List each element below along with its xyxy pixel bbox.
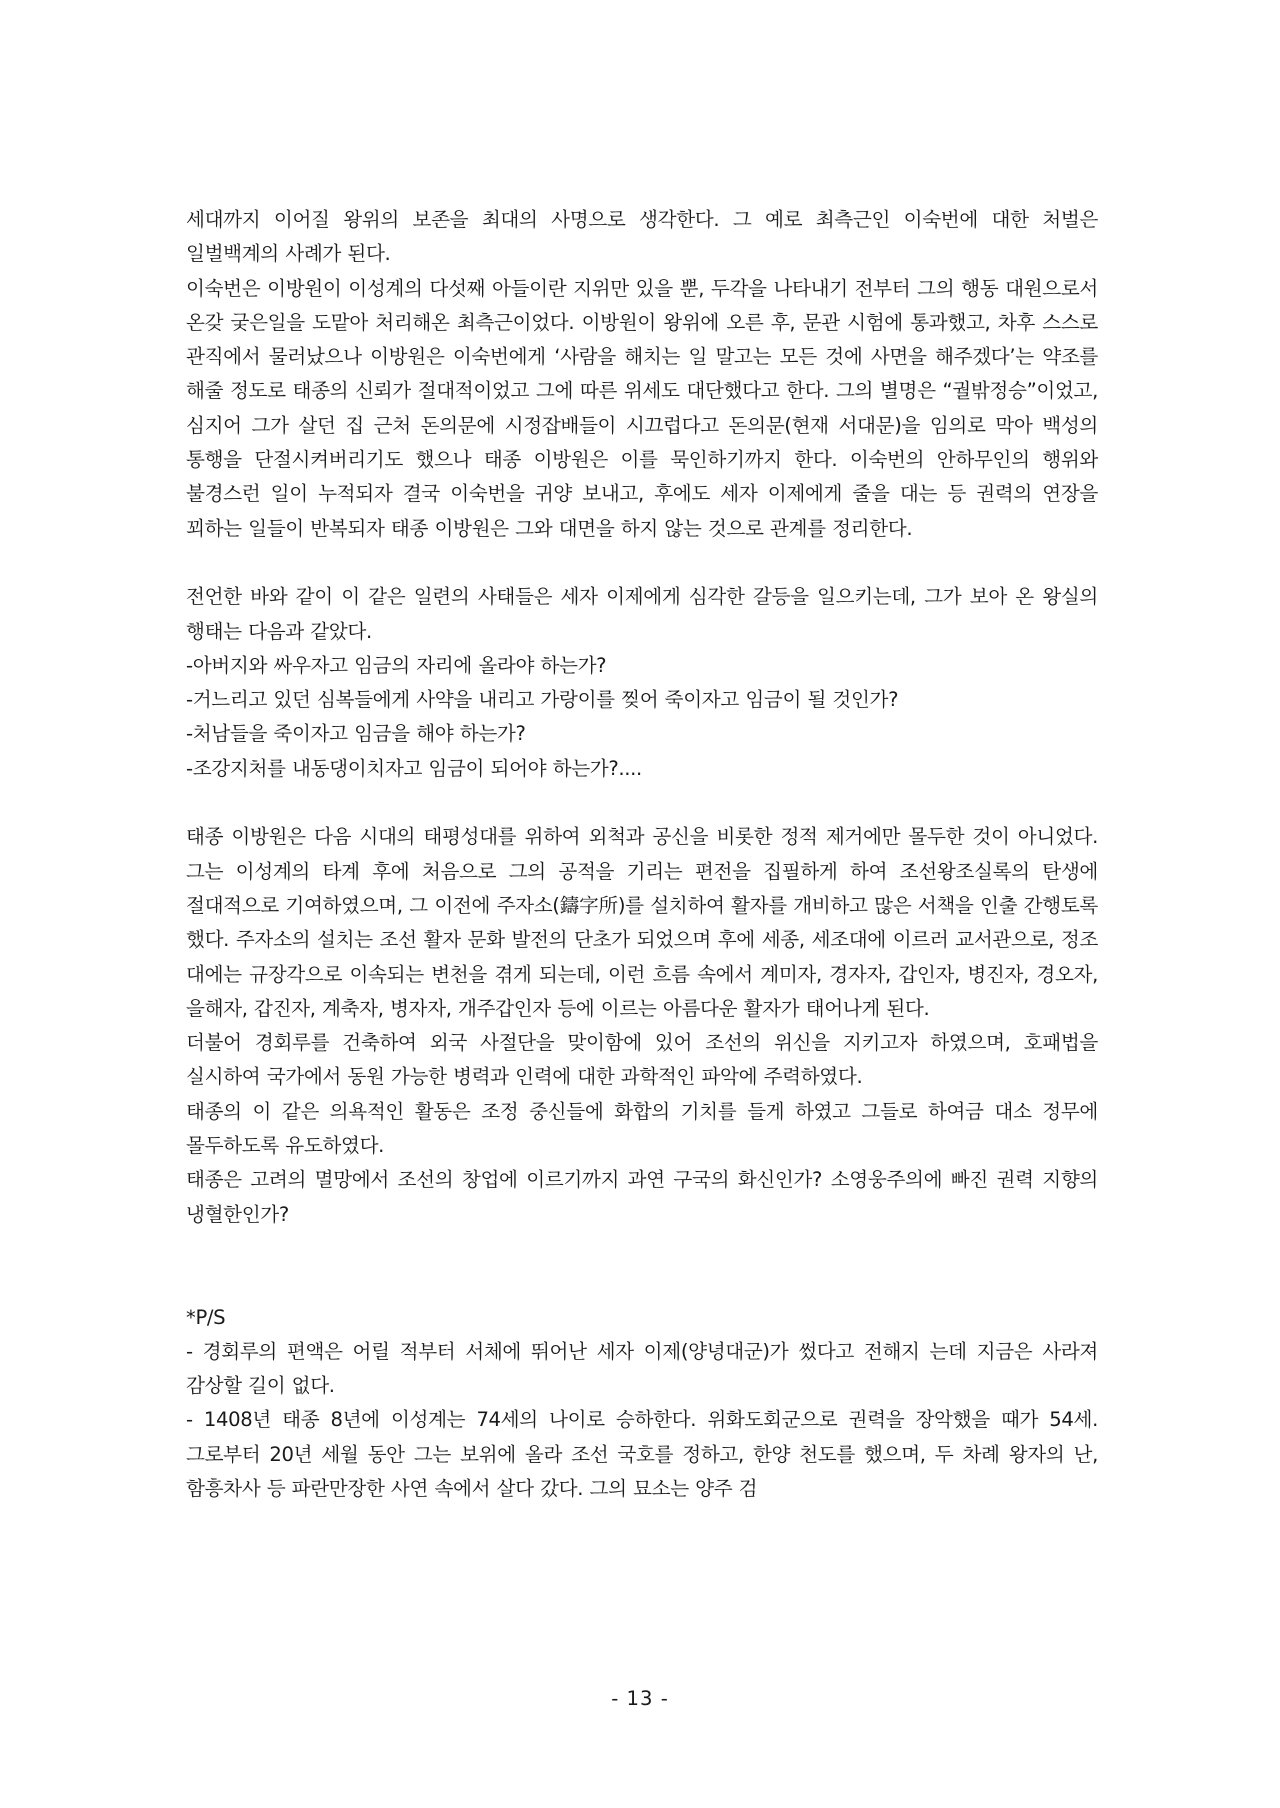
paragraph-gyeonghoeru: 더불어 경회루를 건축하여 외국 사절단을 맞이함에 있어 조선의 위신을 지키고자 하였으며, 호패법을 실시하여 국가에서 동원 가능한 병력과 인력에 대한 과학적인 파악에 주력하였다. [186,1031,1098,1089]
paragraph-spacer [186,546,1098,580]
paragraph-closing-question: 태종은 고려의 멸망에서 조선의 창업에 이르기까지 과연 구국의 화신인가? 소영웅주의에 빠진 권력 지향의 냉혈한인가? [186,1168,1098,1226]
list-item-question-2: -거느리고 있던 심복들에게 사약을 내리고 가랑이를 찢어 죽이자고 임금이 될 것인가? [186,688,899,712]
ps-note-signboard: - 경회루의 편액은 어릴 적부터 서체에 뛰어난 세자 이제(양녕대군)가 썼다고 전해지 는데 지금은 사라져 감상할 길이 없다. [186,1339,1098,1398]
ps-heading: *P/S [186,1305,226,1329]
document-body [186,203,1098,1506]
paragraph-jujaso: 태종 이방원은 다음 시대의 태평성대를 위하여 외척과 공신을 비롯한 정적 제거에만 몰두한 것이 아니었다. 그는 이성계의 타계 후에 처음으로 그의 공적을 기리는 편전을 집필하게 하여 조선왕조실록의 탄생에 절대적으로 기여하였으며, 그 이전에 주자소(鑄字所)를 설치하여 활자를 개비하고 많은 서책을 인출 간행토록 했다. 주자소의 설치는 조선 활자 문화 발전의 단초가 되었으며 후에 세종, 세조대에 이르러 교서관으로, 정조 대에는 규장각으로 이속되는 변천을 겪게 되는데, 이런 흐름 속에서 계미자, 경자자, 갑인자, 병진자, 경오자, 을해자, 갑진자, 계축자, 병자자, 개주갑인자 등에 이르는 아름다운 활자가 태어나게 된다. [186,825,1098,1020]
list-item-question-4: -조강지처를 내동댕이치자고 임금이 되어야 하는가?.... [186,756,642,780]
paragraph-succession-duty: 세대까지 이어질 왕위의 보존을 최대의 사명으로 생각한다. 그 예로 최측근인 이숙번에 대한 처벌은 일벌백계의 사례가 된다. [186,208,1098,266]
list-item-question-1: -아버지와 싸우자고 임금의 자리에 올라야 하는가? [186,653,607,677]
list-item-question-3: -처남들을 죽이자고 임금을 해야 하는가? [186,722,526,746]
paragraph-lee-sukbeon: 이숙번은 이방원이 이성계의 다섯째 아들이란 지위만 있을 뿐, 두각을 나타내기 전부터 그의 행동 대원으로서 온갖 궂은일을 도맡아 처리해온 최측근이었다. 이방원이 왕위에 오른 후, 문관 시험에 통과했고, 차후 스스로 관직에서 물러났으나 이방원은 이숙번에게 ‘사람을 해치는 일 말고는 모든 것에 사면을 해주겠다’는 약조를 해줄 정도로 태종의 신뢰가 절대적이었고 그에 따른 위세도 대단했다고 한다. 그의 별명은 “궐밖정승”이었고, 심지어 그가 살던 집 근처 돈의문에 시정잡배들이 시끄럽다고 돈의문(현재 서대문)을 임의로 막아 백성의 통행을 단절시켜버리기도 했으나 태종 이방원은 이를 묵인하기까지 한다. 이숙번의 안하무인의 행위와 불경스런 일이 누적되자 결국 이숙번을 귀양 보내고, 후에도 세자 이제에게 줄을 대는 등 권력의 연장을 꾀하는 일들이 반복되자 태종 이방원은 그와 대면을 하지 않는 것으로 관계를 정리한다. [186,276,1098,540]
paragraph-spacer [186,786,1098,820]
paragraph-crown-prince-conflict: 전언한 바와 같이 이 같은 일련의 사태들은 세자 이제에게 심각한 갈등을 일으키는데, 그가 보아 온 왕실의 행태는 다음과 같았다. [186,585,1098,643]
paragraph-court-harmony: 태종의 이 같은 의욕적인 활동은 조정 중신들에 화합의 기치를 들게 하였고 그들로 하여금 대소 정무에 몰두하도록 유도하였다. [186,1099,1098,1158]
paragraph-spacer [186,1232,1098,1301]
ps-note-yi-seonggye: - 1408년 태종 8년에 이성계는 74세의 나이로 승하한다. 위화도회군으로 권력을 장악했을 때가 54세. 그로부터 20년 세월 동안 그는 보위에 올라 조선 국호를 정하고, 한양 천도를 했으며, 두 차례 왕자의 난, 함흥차사 등 파란만장한 사연 속에서 살다 갔다. 그의 묘소는 양주 검 [186,1408,1098,1500]
page-number: - 13 - [611,1687,669,1710]
